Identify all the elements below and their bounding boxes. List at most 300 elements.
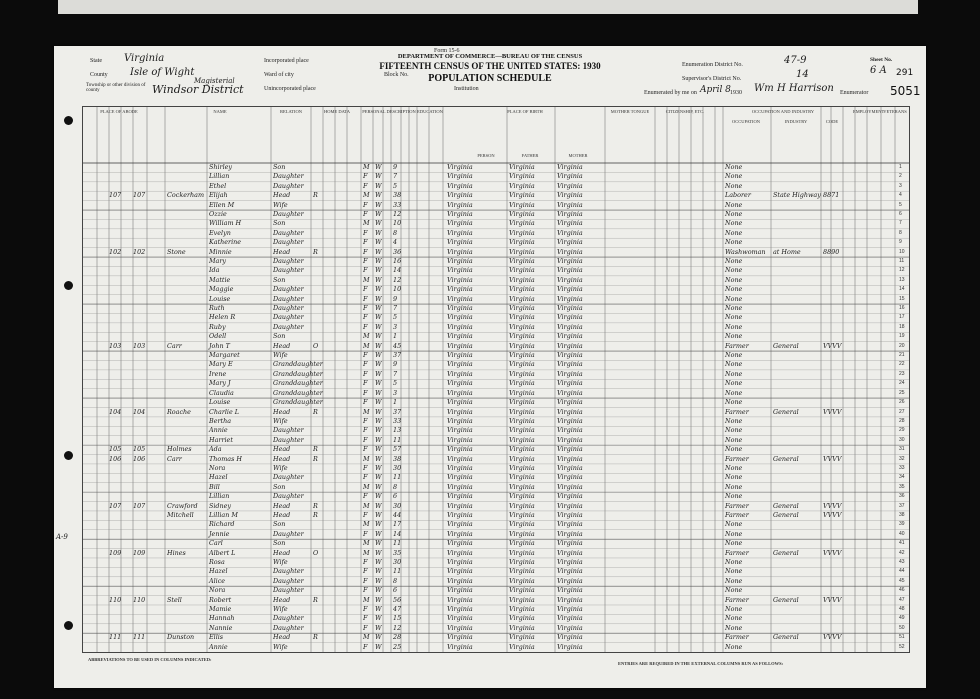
cell-home-owned: R [313,407,318,416]
unincorporated-label: Unincorporated place [264,86,316,92]
cell-line-number: 1 [899,164,902,170]
cell-relation: Daughter [273,238,304,247]
cell-line-number: 41 [899,540,905,547]
cell-sex: F [363,285,368,294]
cell-relation: Daughter [273,294,304,303]
table-row [83,191,909,200]
cell-age: 56 [393,595,402,604]
cell-occupation: None [725,304,743,313]
cell-given-name: Mary [209,257,227,266]
cell-given-name: Evelyn [209,228,231,237]
cell-race: W [375,463,382,472]
cell-birthplace-father: Virginia [509,463,535,472]
cell-occupation-code: VVVV [823,407,842,416]
cell-birthplace-person: Virginia [447,219,473,228]
cell-race: W [375,369,382,378]
cell-birthplace-person: Virginia [447,294,473,303]
cell-birthplace-father: Virginia [509,595,535,604]
cell-race: W [375,219,382,228]
table-row [83,304,909,313]
cell-occupation: None [725,388,743,397]
cell-occupation-code: VVVV [823,341,842,350]
cell-birthplace-father: Virginia [509,529,535,538]
cell-birthplace-father: Virginia [509,407,535,416]
cell-given-name: Margaret [209,351,240,360]
cell-birthplace-person: Virginia [447,247,473,256]
cell-age: 12 [393,275,402,284]
cell-race: W [375,623,382,632]
cell-occupation: None [725,482,743,491]
cell-birthplace-person: Virginia [447,369,473,378]
cell-age: 14 [393,529,402,538]
occ-sub-code: CODE [825,119,839,124]
table-row [83,464,909,473]
cell-relation: Granddaughter [273,379,323,388]
cell-industry: State Highway [773,191,821,200]
cell-race: W [375,416,382,425]
cell-sex: F [363,567,368,576]
cell-given-name: Albert L [209,548,236,557]
cell-birthplace-father: Virginia [509,238,535,247]
cell-home-owned: R [313,595,318,604]
cell-sex: F [363,379,368,388]
cell-line-number: 36 [899,493,905,500]
cell-given-name: Ruby [209,322,226,331]
cell-birthplace-mother: Virginia [557,163,583,171]
cell-birthplace-mother: Virginia [557,595,583,604]
table-row [83,285,909,294]
table-row [83,229,909,238]
cell-birthplace-person: Virginia [447,313,473,322]
cell-occupation: None [725,285,743,294]
cell-age: 12 [393,623,402,632]
cell-age: 11 [393,435,402,444]
cell-relation: Daughter [273,322,304,331]
cell-age: 7 [393,369,398,378]
cell-birthplace-father: Virginia [509,313,535,322]
enumeration-date: April 8 [700,85,731,95]
cell-occupation: None [725,529,743,538]
cell-birthplace-person: Virginia [447,510,473,519]
cell-birthplace-mother: Virginia [557,360,583,369]
cell-birthplace-mother: Virginia [557,529,583,538]
table-row [83,295,909,304]
cell-line-number: 7 [899,220,902,227]
cell-birthplace-father: Virginia [509,210,535,219]
cell-birthplace-mother: Virginia [557,623,583,632]
cell-birthplace-father: Virginia [509,520,535,529]
cell-race: W [375,557,382,566]
table-row [83,614,909,623]
cell-line-number: 37 [899,502,905,509]
cell-sex: F [363,445,368,454]
cell-race: W [375,614,382,623]
cell-relation: Wife [273,642,288,651]
cell-age: 8 [393,228,398,237]
cell-age: 11 [393,539,402,548]
cell-birthplace-father: Virginia [509,501,535,510]
cell-birthplace-person: Virginia [447,435,473,444]
cell-birthplace-person: Virginia [447,614,473,623]
cell-sex: M [363,219,370,228]
table-row [83,511,909,520]
cell-race: W [375,642,382,651]
cell-surname: Hines [167,548,186,557]
cell-birthplace-person: Virginia [447,557,473,566]
cell-relation: Daughter [273,313,304,322]
cell-given-name: Lillian M [209,510,238,519]
cell-sex: F [363,416,368,425]
cell-relation: Daughter [273,586,304,595]
cell-age: 57 [393,445,402,454]
cell-race: W [375,539,382,548]
cell-surname: Holmes [167,445,192,454]
cell-given-name: William H [209,219,242,228]
cell-age: 9 [393,163,398,171]
cell-birthplace-mother: Virginia [557,172,583,181]
cell-relation: Head [273,633,291,642]
cell-occupation: None [725,642,743,651]
cell-birthplace-mother: Virginia [557,388,583,397]
col-group-occupation: OCCUPATION AND INDUSTRY [751,109,815,114]
cell-birthplace-mother: Virginia [557,313,583,322]
cell-race: W [375,595,382,604]
cell-occupation: None [725,557,743,566]
cell-line-number: 8 [899,229,902,236]
table-row [83,408,909,417]
cell-industry: General [773,595,799,604]
cell-birthplace-person: Virginia [447,332,473,341]
cell-line-number: 20 [899,342,905,349]
cell-occupation: None [725,614,743,623]
cell-home-owned: R [313,633,318,642]
cell-relation: Daughter [273,228,304,237]
cell-birthplace-father: Virginia [509,181,535,190]
cell-sex: F [363,257,368,266]
cell-relation: Head [273,595,291,604]
cell-sex: F [363,266,368,275]
cell-relation: Wife [273,604,288,613]
cell-birthplace-mother: Virginia [557,454,583,463]
table-row [83,624,909,633]
cell-given-name: Mamie [209,604,232,613]
cell-birthplace-mother: Virginia [557,633,583,642]
cell-relation: Granddaughter [273,398,323,407]
cell-occupation: None [725,257,743,266]
abbreviations-title: ABBREVIATIONS TO BE USED IN COLUMNS INDICATED: [88,657,212,662]
cell-occupation: None [725,181,743,190]
cell-given-name: Harriet [209,435,233,444]
form-number: Form 15-6 [434,48,460,54]
cell-line-number: 19 [899,333,905,340]
col-group-citizenship: CITIZENSHIP, ETC. [665,109,705,114]
page-number-stamp: 5051 [890,84,921,98]
cell-birthplace-person: Virginia [447,210,473,219]
cell-given-name: Alice [209,576,226,585]
cell-age: 11 [393,567,402,576]
cell-industry: General [773,510,799,519]
cell-birthplace-mother: Virginia [557,492,583,501]
cell-given-name: Bertha [209,416,232,425]
cell-sex: M [363,520,370,529]
cell-home-owned: O [313,341,319,350]
previous-page-strip [58,0,918,14]
cell-industry: General [773,341,799,350]
cell-sex: F [363,426,368,435]
col-group-abode: PLACE OF ABODE [100,109,138,114]
cell-age: 14 [393,266,402,275]
cell-age: 9 [393,360,398,369]
supervisor-label: Supervisor's District No. [682,76,742,82]
cell-sex: M [363,501,370,510]
cell-given-name: Jennie [209,529,230,538]
footer-abbreviations [88,656,888,682]
table-row [83,313,909,322]
cell-race: W [375,388,382,397]
cell-relation: Daughter [273,426,304,435]
cell-occupation-code: VVVV [823,501,842,510]
cell-race: W [375,266,382,275]
cell-occupation: Farmer [725,501,749,510]
cell-race: W [375,426,382,435]
cell-relation: Head [273,548,291,557]
cell-birthplace-father: Virginia [509,304,535,313]
magisterial-note: Magisterial [194,77,235,85]
year-label: 1930 [730,90,742,96]
table-row [83,633,909,642]
cell-line-number: 17 [899,314,905,321]
cell-birthplace-father: Virginia [509,369,535,378]
cell-birthplace-person: Virginia [447,576,473,585]
cell-occupation-code: 8890 [823,247,840,256]
cell-given-name: Nannie [209,623,233,632]
cell-line-number: 34 [899,474,905,481]
cell-relation: Wife [273,463,288,472]
cell-occupation: Farmer [725,548,749,557]
cell-birthplace-person: Virginia [447,172,473,181]
occ-sub-occupation: OCCUPATION [731,119,761,124]
cell-home-owned: R [313,501,318,510]
cell-surname: Carr [167,341,182,350]
cell-relation: Daughter [273,567,304,576]
cell-birthplace-person: Virginia [447,586,473,595]
cell-birthplace-person: Virginia [447,567,473,576]
cell-birthplace-mother: Virginia [557,604,583,613]
binder-hole [64,621,73,630]
cell-dwelling-number: 105 [109,445,122,454]
cell-sex: F [363,322,368,331]
census-sheet [54,46,926,688]
cell-birthplace-mother: Virginia [557,548,583,557]
cell-line-number: 23 [899,370,905,377]
cell-birthplace-father: Virginia [509,454,535,463]
cell-given-name: Claudia [209,388,234,397]
cell-race: W [375,520,382,529]
cell-sex: F [363,304,368,313]
cell-sex: F [363,172,368,181]
table-row [83,596,909,605]
table-row [83,558,909,567]
table-row [83,549,909,558]
cell-relation: Daughter [273,614,304,623]
cell-race: W [375,567,382,576]
cell-sex: F [363,576,368,585]
cell-sex: F [363,388,368,397]
cell-birthplace-father: Virginia [509,510,535,519]
cell-birthplace-person: Virginia [447,304,473,313]
table-row [83,172,909,181]
cell-birthplace-person: Virginia [447,163,473,171]
cell-sex: F [363,492,368,501]
cell-line-number: 14 [899,286,905,293]
cell-age: 7 [393,304,398,313]
cell-race: W [375,482,382,491]
cell-age: 33 [393,416,402,425]
cell-occupation: Farmer [725,510,749,519]
cell-occupation: None [725,228,743,237]
cell-given-name: Robert [209,595,232,604]
cell-birthplace-mother: Virginia [557,416,583,425]
cell-sex: F [363,435,368,444]
cell-birthplace-mother: Virginia [557,304,583,313]
table-row [83,276,909,285]
cell-birthplace-father: Virginia [509,200,535,209]
cell-age: 12 [393,210,402,219]
cell-given-name: Odell [209,332,227,341]
cell-age: 5 [393,379,398,388]
cell-occupation: None [725,604,743,613]
cell-dwelling-number: 107 [109,191,122,200]
cell-race: W [375,351,382,360]
birth-mother: MOTHER [568,153,588,158]
cell-age: 47 [393,604,402,613]
cell-birthplace-person: Virginia [447,275,473,284]
cell-birthplace-person: Virginia [447,351,473,360]
cell-line-number: 3 [899,182,902,189]
cell-birthplace-mother: Virginia [557,586,583,595]
cell-dwelling-number: 103 [109,341,122,350]
cell-race: W [375,285,382,294]
cell-occupation: None [725,238,743,247]
cell-birthplace-father: Virginia [509,633,535,642]
cell-birthplace-person: Virginia [447,266,473,275]
cell-birthplace-father: Virginia [509,416,535,425]
cell-age: 38 [393,454,402,463]
cell-line-number: 21 [899,352,905,359]
entries-note: ENTRIES ARE REQUIRED IN THE EXTERNAL COLUMNS RUN AS FOLLOWS: [618,661,784,666]
cell-sex: M [363,539,370,548]
col-group-veterans: VETERANS [883,109,907,114]
cell-given-name: Katherine [209,238,242,247]
cell-birthplace-mother: Virginia [557,191,583,200]
cell-occupation: Farmer [725,407,749,416]
cell-line-number: 46 [899,587,905,594]
cell-line-number: 33 [899,464,905,471]
cell-birthplace-father: Virginia [509,257,535,266]
cell-birthplace-person: Virginia [447,501,473,510]
institution-label: Institution [454,86,479,92]
cell-occupation: None [725,567,743,576]
cell-line-number: 13 [899,276,905,283]
cell-sex: M [363,595,370,604]
cell-given-name: Rosa [209,557,225,566]
cell-birthplace-mother: Virginia [557,181,583,190]
cell-family-number: 104 [133,407,146,416]
table-row [83,417,909,426]
cell-birthplace-father: Virginia [509,294,535,303]
cell-race: W [375,341,382,350]
cell-sex: F [363,181,368,190]
cell-birthplace-person: Virginia [447,548,473,557]
table-row [83,360,909,369]
cell-birthplace-father: Virginia [509,576,535,585]
cell-birthplace-mother: Virginia [557,445,583,454]
cell-age: 28 [393,633,402,642]
cell-home-owned: R [313,191,318,200]
cell-birthplace-person: Virginia [447,322,473,331]
cell-given-name: Bill [209,482,220,491]
table-row [83,445,909,454]
cell-age: 5 [393,313,398,322]
cell-birthplace-mother: Virginia [557,642,583,651]
cell-birthplace-father: Virginia [509,492,535,501]
cell-sex: M [363,341,370,350]
cell-sex: M [363,633,370,642]
cell-given-name: Mary J [209,379,231,388]
cell-surname: Carr [167,454,182,463]
cell-birthplace-father: Virginia [509,275,535,284]
cell-occupation: None [725,520,743,529]
block-label: Block No. [384,72,409,78]
cell-birthplace-person: Virginia [447,492,473,501]
cell-birthplace-person: Virginia [447,426,473,435]
enumerator-name: Wm H Harrison [754,83,834,94]
cell-birthplace-mother: Virginia [557,567,583,576]
cell-age: 36 [393,247,402,256]
cell-sex: F [363,557,368,566]
cell-line-number: 42 [899,549,905,556]
cell-birthplace-father: Virginia [509,191,535,200]
township-label: Township or other division of county [86,83,146,93]
cell-relation: Daughter [273,492,304,501]
cell-line-number: 44 [899,568,905,575]
cell-birthplace-person: Virginia [447,388,473,397]
table-row [83,567,909,576]
cell-age: 30 [393,463,402,472]
cell-birthplace-father: Virginia [509,482,535,491]
cell-birthplace-person: Virginia [447,604,473,613]
table-row [83,530,909,539]
cell-race: W [375,454,382,463]
cell-line-number: 52 [899,643,905,650]
cell-age: 30 [393,501,402,510]
cell-line-number: 30 [899,436,905,443]
cell-birthplace-mother: Virginia [557,510,583,519]
cell-birthplace-mother: Virginia [557,407,583,416]
sheet-label: Sheet No. [870,57,893,63]
cell-age: 6 [393,586,398,595]
cell-sex: F [363,510,368,519]
cell-given-name: Charlie L [209,407,240,416]
cell-surname: Cockerham [167,191,205,200]
enum-district-value: 47-9 [784,55,807,66]
cell-line-number: 2 [899,173,902,180]
cell-line-number: 12 [899,267,905,274]
cell-occupation: None [725,275,743,284]
cell-race: W [375,379,382,388]
cell-family-number: 105 [133,445,146,454]
cell-occupation: None [725,163,743,171]
